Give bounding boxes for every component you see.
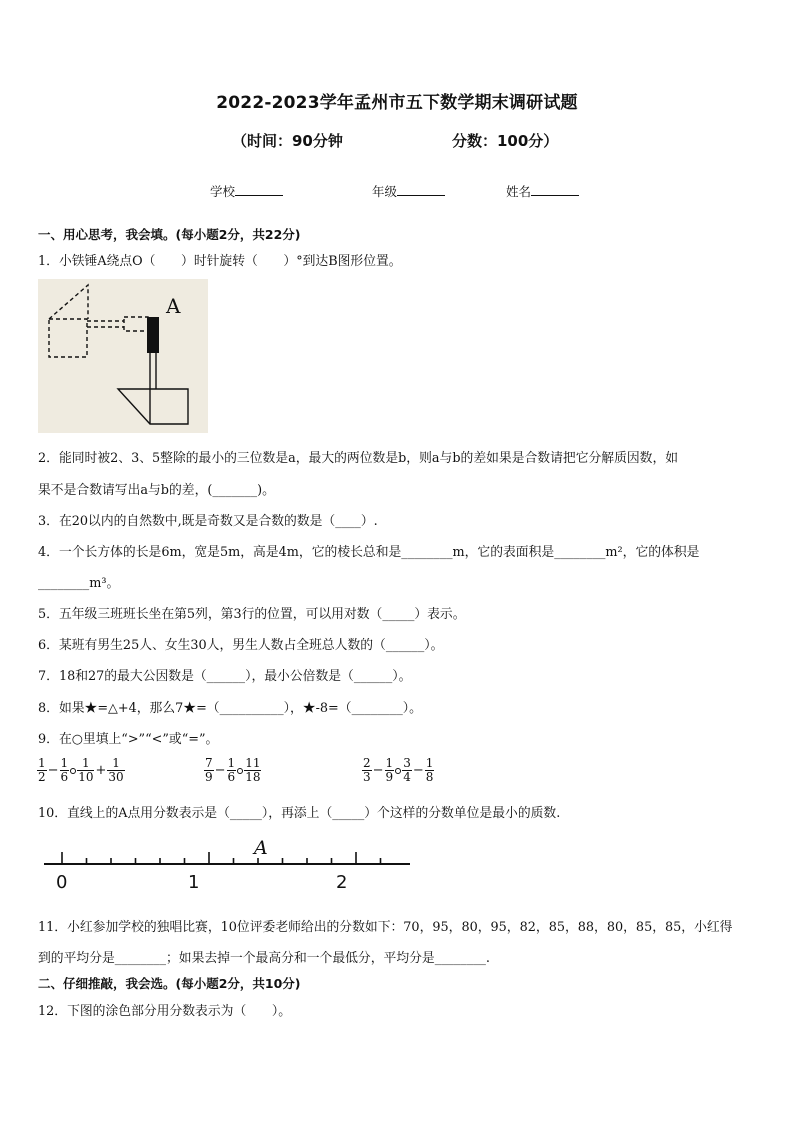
section-1-heading: 一、用心思考，我会填。(每小题2分，共22分) — [38, 227, 301, 242]
fraction: $\frac{3}{4}$ — [403, 756, 411, 784]
tick-label-2: 2 — [336, 872, 348, 893]
compare-circle[interactable] — [237, 768, 243, 774]
question-4-line-2: ________m³。 — [38, 576, 120, 591]
fraction: $\frac{1}{2}$ — [38, 756, 46, 784]
question-10: 10．直线上的A点用分数表示是（_____），再添上（_____）个这样的分数单位是最小的质数. — [38, 806, 561, 821]
number-line — [40, 830, 415, 894]
school-label: 学校 — [210, 184, 236, 199]
q9-expression-3: $\frac{2}{3}$ − $\frac{1}{9}$ $\frac{3}{4}$ − $\frac{1}{8}$ — [363, 756, 434, 784]
question-8: 8．如果★=△+4，那么7★=（__________），★-8=（________）。 — [38, 701, 422, 716]
fraction: $\frac{2}{3}$ — [363, 756, 371, 784]
question-11-line-1: 11．小红参加学校的独唱比赛，10位评委老师给出的分数如下：70，95，80，95，82，85，88，80，85，85，小红得 — [38, 920, 733, 935]
question-5: 5．五年级三班班长坐在第5列，第3行的位置，可以用对数（_____）表示。 — [38, 607, 466, 622]
pivot-block — [147, 317, 159, 353]
question-4-line-1: 4．一个长方体的长是6m，宽是5m，高是4m，它的棱长总和是________m，它的表面积是________m²，它的体积是 — [38, 545, 700, 560]
dashed-square — [49, 319, 87, 357]
fraction: $\frac{7}{9}$ — [205, 756, 213, 784]
time-label: （时间：90分钟 — [232, 132, 343, 150]
fraction: $\frac{1}{6}$ — [60, 756, 69, 784]
question-2-line-1: 2．能同时被2、3、5整除的最小的三位数是a，最大的两位数是b，则a与b的差如果是合数请把它分解质因数，如 — [38, 451, 679, 466]
fraction: $\frac{1}{10}$ — [78, 756, 94, 784]
rotation-diagram — [38, 279, 208, 433]
fraction: $\frac{1}{6}$ — [227, 756, 236, 784]
question-2-line-2: 果不是合数请写出a与b的差，(_______)。 — [38, 483, 275, 498]
school-blank[interactable] — [235, 183, 283, 196]
question-12: 12．下图的涂色部分用分数表示为（ ）。 — [38, 1004, 292, 1019]
label-a: A — [166, 294, 181, 318]
point-a-label: A — [254, 837, 268, 859]
section-2-heading: 二、仔细推敲，我会选。(每小题2分，共10分) — [38, 976, 301, 991]
number-line-svg — [40, 830, 415, 894]
question-1: 1．小铁锤A绕点O（ ）时针旋转（ ）°到达B图形位置。 — [38, 254, 402, 269]
score-label: 分数：100分） — [452, 132, 559, 150]
question-7: 7．18和27的最大公因数是（______），最小公倍数是（______）。 — [38, 669, 412, 684]
question-6: 6．某班有男生25人、女生30人，男生人数占全班总人数的（______）。 — [38, 638, 444, 653]
tick-label-0: 0 — [56, 872, 68, 893]
tick-label-1: 1 — [188, 872, 200, 893]
fraction: $\frac{1}{9}$ — [385, 756, 394, 784]
compare-circle[interactable] — [70, 768, 76, 774]
school-field — [210, 182, 283, 200]
fraction: $\frac{11}{18}$ — [245, 756, 261, 784]
question-3: 3．在20以内的自然数中,既是奇数又是合数的数是（____）. — [38, 514, 378, 529]
fraction: $\frac{1}{8}$ — [425, 756, 434, 784]
page-title: 2022-2023学年孟州市五下数学期末调研试题 — [216, 93, 578, 113]
dashed-head — [124, 317, 148, 331]
compare-circle[interactable] — [395, 768, 401, 774]
grade-blank[interactable] — [397, 183, 445, 196]
name-blank[interactable] — [531, 183, 579, 196]
question-9: 9．在○里填上“>”“<”或“=”。 — [38, 732, 219, 747]
name-field — [506, 182, 579, 200]
fraction: $\frac{1}{30}$ — [108, 756, 124, 784]
question-11-line-2: 到的平均分是________；如果去掉一个最高分和一个最低分，平均分是________. — [38, 951, 490, 966]
dashed-triangle-top — [49, 285, 88, 319]
grade-field — [372, 182, 445, 200]
hammer-head — [118, 389, 188, 424]
rotation-figure — [38, 279, 208, 433]
grade-label: 年级 — [372, 184, 398, 199]
q9-expression-2: $\frac{7}{9}$ − $\frac{1}{6}$ $\frac{11}{18}$ — [205, 756, 261, 784]
name-label: 姓名 — [506, 184, 532, 199]
q9-expression-1: $\frac{1}{2}$ − $\frac{1}{6}$ $\frac{1}{10}$ + $\frac{1}{30}$ — [38, 756, 124, 784]
